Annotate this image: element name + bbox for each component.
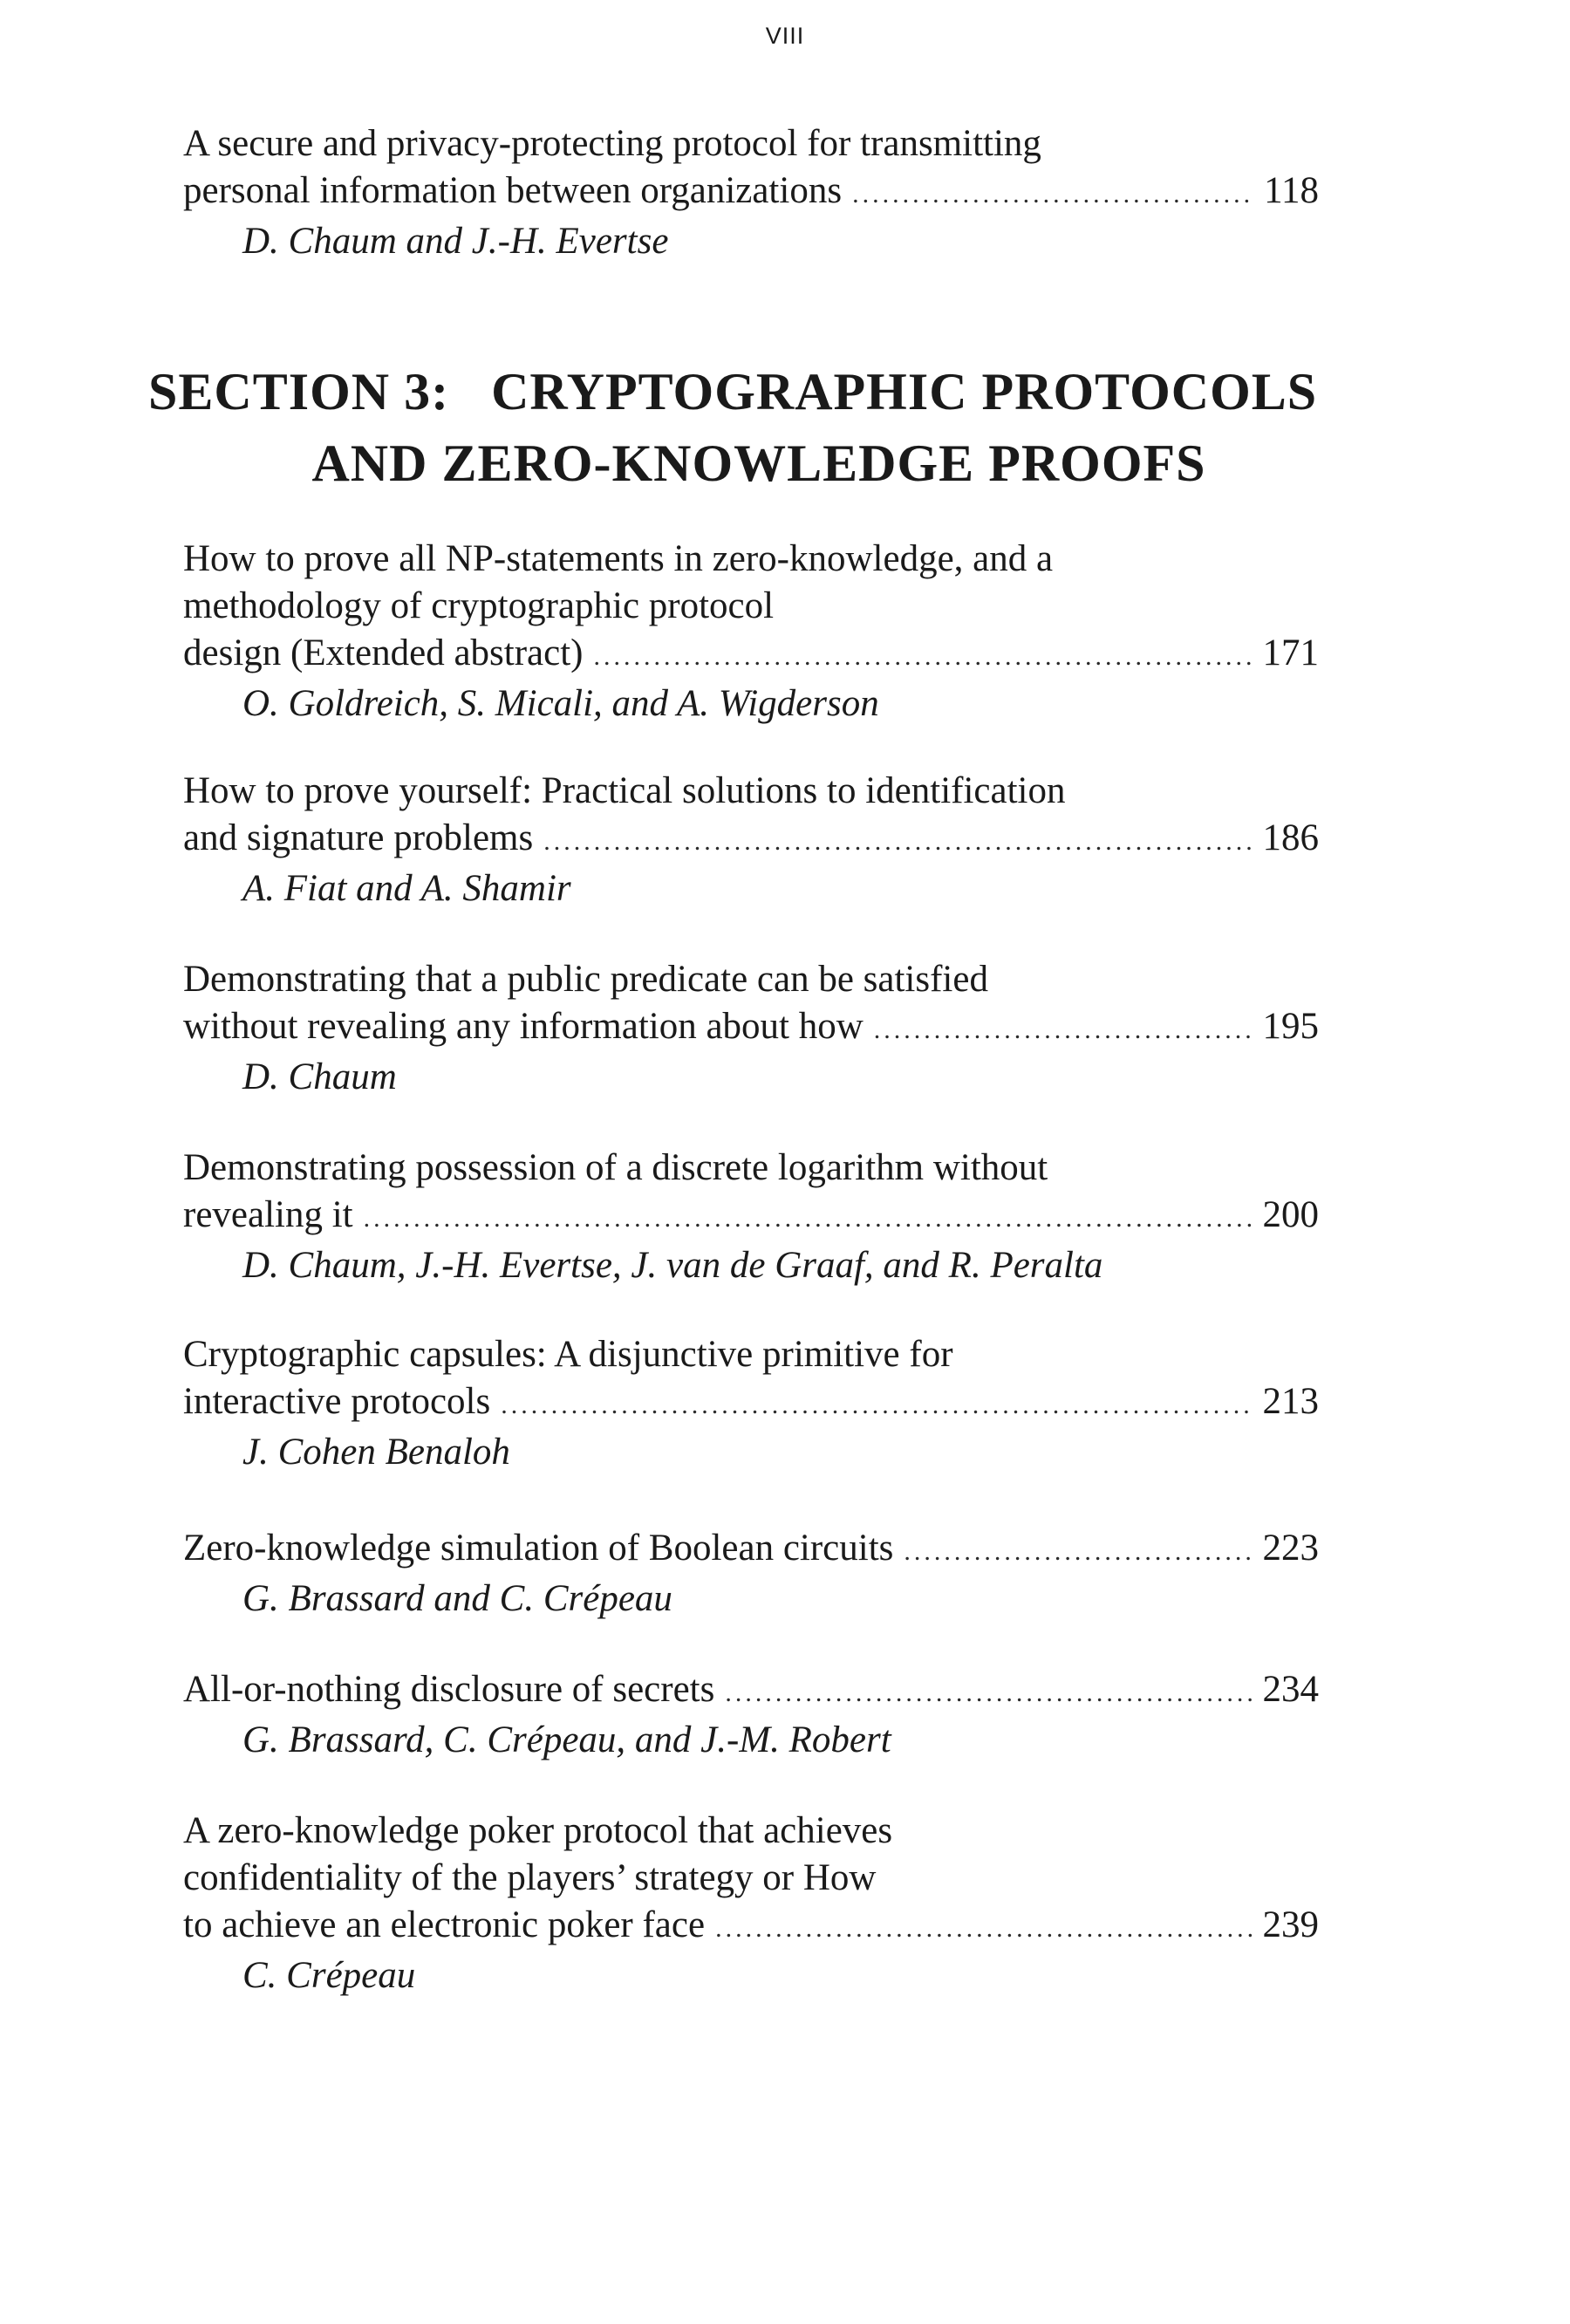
entry-page-number: 171 (1262, 632, 1319, 673)
toc-entry (183, 956, 1319, 1101)
entry-title-line: A secure and privacy-protecting protocol for transmitting (183, 123, 1041, 164)
entry-title-last-line (183, 167, 1319, 218)
entry-authors: A. Fiat and A. Shamir (242, 868, 571, 909)
section-heading-line1: SECTION 3: CRYPTOGRAPHIC PROTOCOLS (148, 363, 1318, 420)
entry-title-line: How to prove all NP-statements in zero-knowledge, and a (183, 538, 1054, 579)
entry-title-last-line (183, 1902, 1319, 1952)
entry-title-text: without revealing any information about how (183, 1006, 864, 1047)
entry-page-number: 195 (1262, 1006, 1319, 1047)
dot-leader (852, 171, 1253, 218)
dot-leader (364, 1195, 1253, 1242)
entry-authors: G. Brassard and C. Crépeau (242, 1578, 672, 1619)
entry-title-last-line (183, 1003, 1319, 1054)
toc-entry (183, 536, 1319, 728)
toc-entry (183, 1145, 1319, 1289)
entry-page-number: 239 (1262, 1904, 1319, 1945)
toc-entry (183, 768, 1319, 913)
entry-title-text: to achieve an electronic poker face (183, 1904, 706, 1945)
entry-title-last-line (183, 1525, 1319, 1576)
entry-page-number: 213 (1262, 1381, 1319, 1422)
dot-leader (543, 818, 1252, 865)
entry-title-text: design (Extended abstract) (183, 632, 584, 673)
entry-title-text: revealing it (183, 1194, 353, 1235)
entry-title-text: Zero-knowledge simulation of Boolean circuits (183, 1528, 894, 1569)
entry-title-last-line (183, 1378, 1319, 1429)
entry-title-text: All-or-nothing disclosure of secrets (183, 1669, 715, 1710)
dot-leader (904, 1528, 1252, 1576)
entry-title-text: personal information between organizations (183, 170, 843, 211)
entry-title-last-line (183, 815, 1319, 865)
entry-authors: D. Chaum and J.-H. Evertse (242, 221, 669, 262)
entry-authors: C. Crépeau (242, 1955, 416, 1996)
toc-entry (183, 1666, 1319, 1764)
dot-leader (501, 1382, 1252, 1429)
entry-title-line: Demonstrating possession of a discrete logarithm without (183, 1147, 1048, 1188)
entry-title-text: interactive protocols (183, 1381, 491, 1422)
entry-page-number: 186 (1262, 817, 1319, 858)
entry-authors: D. Chaum, J.-H. Evertse, J. van de Graaf, and R. Peralta (242, 1245, 1103, 1286)
entry-title-line: confidentiality of the players’ strategy or How (183, 1857, 877, 1898)
dot-leader (594, 633, 1253, 680)
entry-title-last-line (183, 1192, 1319, 1242)
entry-authors: O. Goldreich, S. Micali, and A. Wigderson (242, 683, 879, 724)
entry-authors: G. Brassard, C. Crépeau, and J.-M. Robert (242, 1719, 891, 1760)
entry-title-text: and signature problems (183, 817, 534, 858)
toc-entry (183, 120, 1319, 265)
dot-leader (874, 1007, 1253, 1054)
toc-entry (183, 1525, 1319, 1623)
entry-page-number: 200 (1262, 1194, 1319, 1235)
dot-leader (715, 1905, 1252, 1952)
entry-title-line: Demonstrating that a public predicate can be satisfied (183, 959, 988, 1000)
entry-title-line: How to prove yourself: Practical solutions to identification (183, 770, 1066, 811)
entry-title-line: A zero-knowledge poker protocol that achieves (183, 1810, 893, 1851)
dot-leader (725, 1670, 1252, 1717)
entry-title-last-line (183, 1666, 1319, 1717)
entry-page-number: 223 (1262, 1528, 1319, 1569)
entry-authors: J. Cohen Benaloh (242, 1432, 510, 1473)
toc-entry (183, 1331, 1319, 1476)
entry-title-line: methodology of cryptographic protocol (183, 585, 775, 626)
toc-entry (183, 1808, 1319, 1999)
section-heading (148, 356, 1343, 499)
section-heading-line2: AND ZERO-KNOWLEDGE PROOFS (311, 434, 1206, 492)
entry-page-number: 118 (1264, 170, 1319, 211)
entry-title-line: Cryptographic capsules: A disjunctive primitive for (183, 1334, 953, 1375)
entry-title-last-line (183, 630, 1319, 680)
page-number: VIII (765, 23, 805, 49)
entry-authors: D. Chaum (242, 1056, 397, 1097)
entry-page-number: 234 (1262, 1669, 1319, 1710)
